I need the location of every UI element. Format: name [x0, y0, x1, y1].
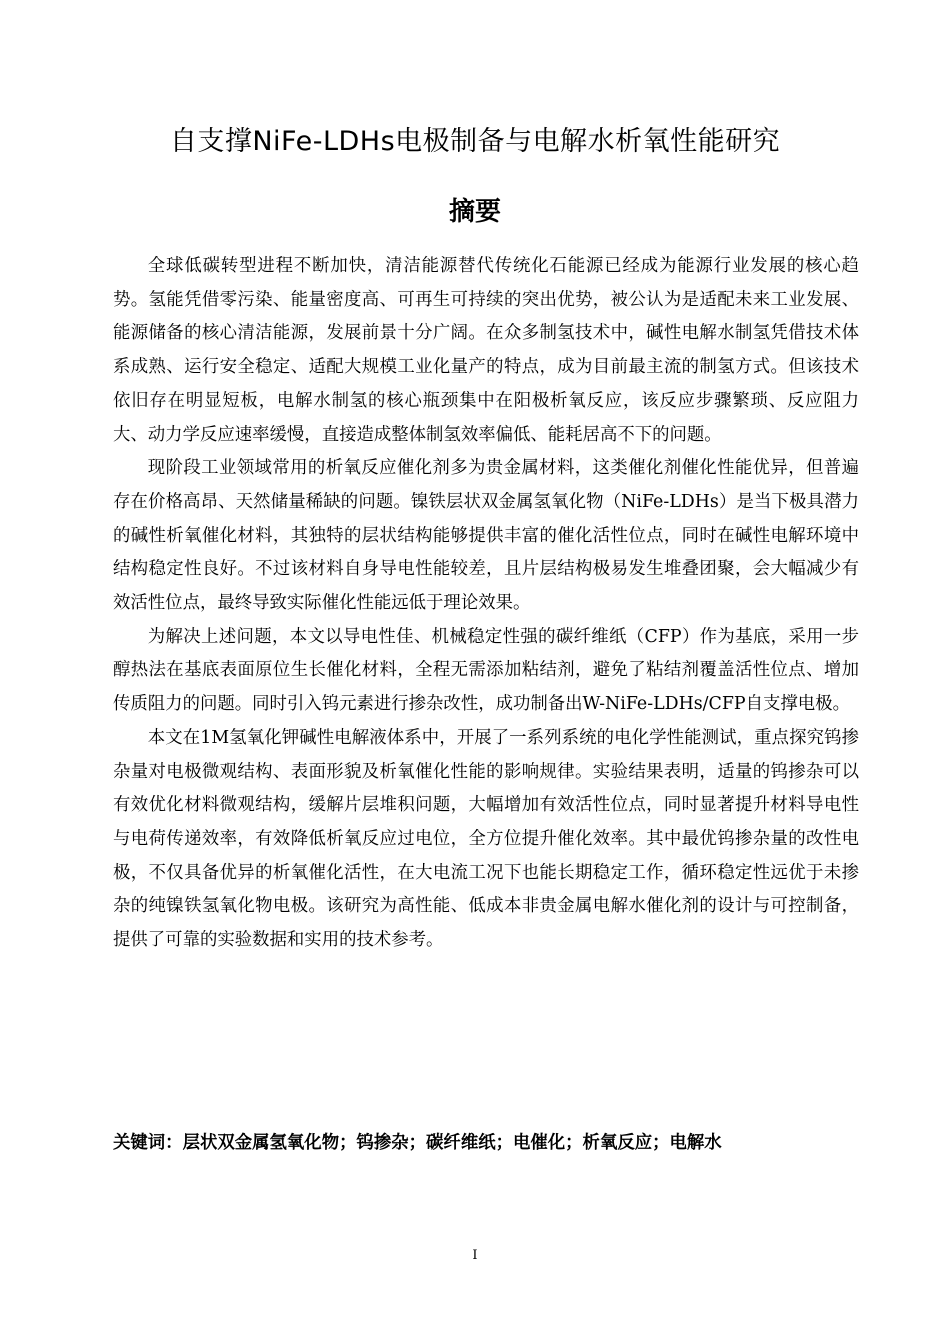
abstract-paragraph: 全球低碳转型进程不断加快，清洁能源替代传统化石能源已经成为能源行业发展的核心趋势。氢能凭借零污染、能量密度高、可再生可持续的突出优势，被公认为是适配未来工业发展、能源储备的核心清洁能源，发展前景十分广阔。在众多制氢技术中，碱性电解水制氢凭借技术体系成熟、运行安全稳定、适配大规模工业化量产的特点，成为目前最主流的制氢方式。但该技术依旧存在明显短板，电解水制氢的核心瓶颈集中在阳极析氧反应，该反应步骤繁琐、反应阻力大、动力学反应速率缓慢，直接造成整体制氢效率偏低、能耗居高不下的问题。: [113, 256, 859, 445]
document-title: 自支撑NiFe-LDHs电极制备与电解水析氧性能研究: [169, 126, 781, 157]
abstract-paragraph: 为解决上述问题，本文以导电性佳、机械稳定性强的碳纤维纸（CFP）作为基底，采用一步醇热法在基底表面原位生长催化材料，全程无需添加粘结剂，避免了粘结剂覆盖活性位点、增加传质阻力的问题。同时引入钨元素进行掺杂改性，成功制备出W-NiFe-LDHs/CFP自支撑电极。: [113, 626, 859, 715]
abstract-heading: 摘要: [448, 197, 501, 227]
page-number: I: [472, 1248, 478, 1263]
keywords-line: 关键词：层状双金属氢氧化物；钨掺杂；碳纤维纸；电催化；析氧反应；电解水: [113, 1133, 722, 1153]
abstract-paragraph: 本文在1M氢氧化钾碱性电解液体系中，开展了一系列系统的电化学性能测试，重点探究钨掺杂量对电极微观结构、表面形貌及析氧催化性能的影响规律。实验结果表明，适量的钨掺杂可以有效优化材料微观结构，缓解片层堆积问题，大幅增加有效活性位点，同时显著提升材料导电性与电荷传递效率，有效降低析氧反应过电位，全方位提升催化效率。其中最优钨掺杂量的改性电极，不仅具备优异的析氧催化活性，在大电流工况下也能长期稳定工作，循环稳定性远优于未掺杂的纯镍铁氢氧化物电极。该研究为高性能、低成本非贵金属电解水催化剂的设计与可控制备，提供了可靠的实验数据和实用的技术参考。: [113, 727, 859, 951]
abstract-body: [113, 250, 859, 958]
abstract-paragraph: 现阶段工业领域常用的析氧反应催化剂多为贵金属材料，这类催化剂催化性能优异，但普遍存在价格高昂、天然储量稀缺的问题。镍铁层状双金属氢氧化物（NiFe-LDHs）是当下极具潜力的碱性析氧催化材料，其独特的层状结构能够提供丰富的催化活性位点，同时在碱性电解环境中结构稳定性良好。不过该材料自身导电性能较差，且片层结构极易发生堆叠团聚，会大幅减少有效活性位点，最终导致实际催化性能远低于理论效果。: [113, 458, 859, 614]
